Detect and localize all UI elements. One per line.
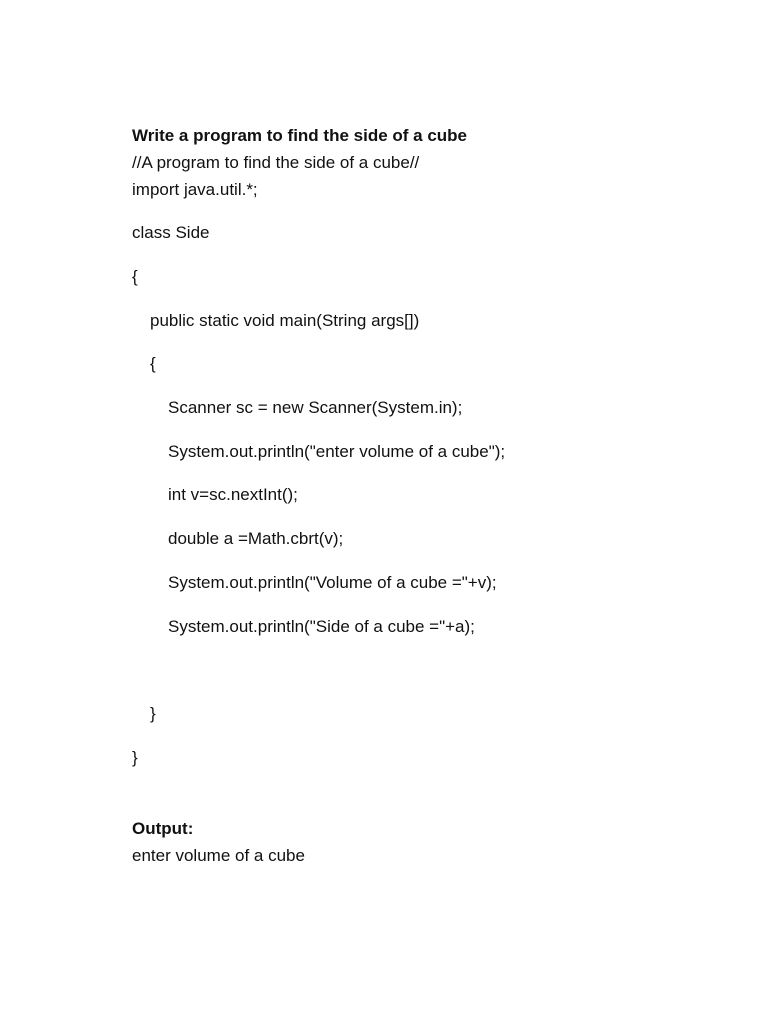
code-line: int v=sc.nextInt(); [168, 485, 298, 504]
code-open-brace-outer: { [132, 267, 138, 286]
code-line: System.out.println("Side of a cube ="+a); [168, 617, 475, 636]
code-line: System.out.println("enter volume of a cube"); [168, 442, 506, 461]
code-close-brace-outer: } [132, 748, 138, 767]
code-open-brace-inner: { [150, 354, 156, 373]
code-comment: //A program to find the side of a cube// [132, 153, 420, 172]
code-class-declaration: class Side [132, 223, 210, 242]
document-title: Write a program to find the side of a cube [132, 126, 468, 145]
code-line: double a =Math.cbrt(v); [168, 529, 344, 548]
code-main-declaration: public static void main(String args[]) [150, 311, 420, 330]
code-line: System.out.println("Volume of a cube ="+v); [168, 573, 497, 592]
code-line: Scanner sc = new Scanner(System.in); [168, 398, 463, 417]
output-text: enter volume of a cube [132, 846, 305, 865]
code-import: import java.util.*; [132, 180, 258, 199]
code-close-brace-inner: } [150, 704, 156, 723]
output-label: Output: [132, 819, 194, 838]
